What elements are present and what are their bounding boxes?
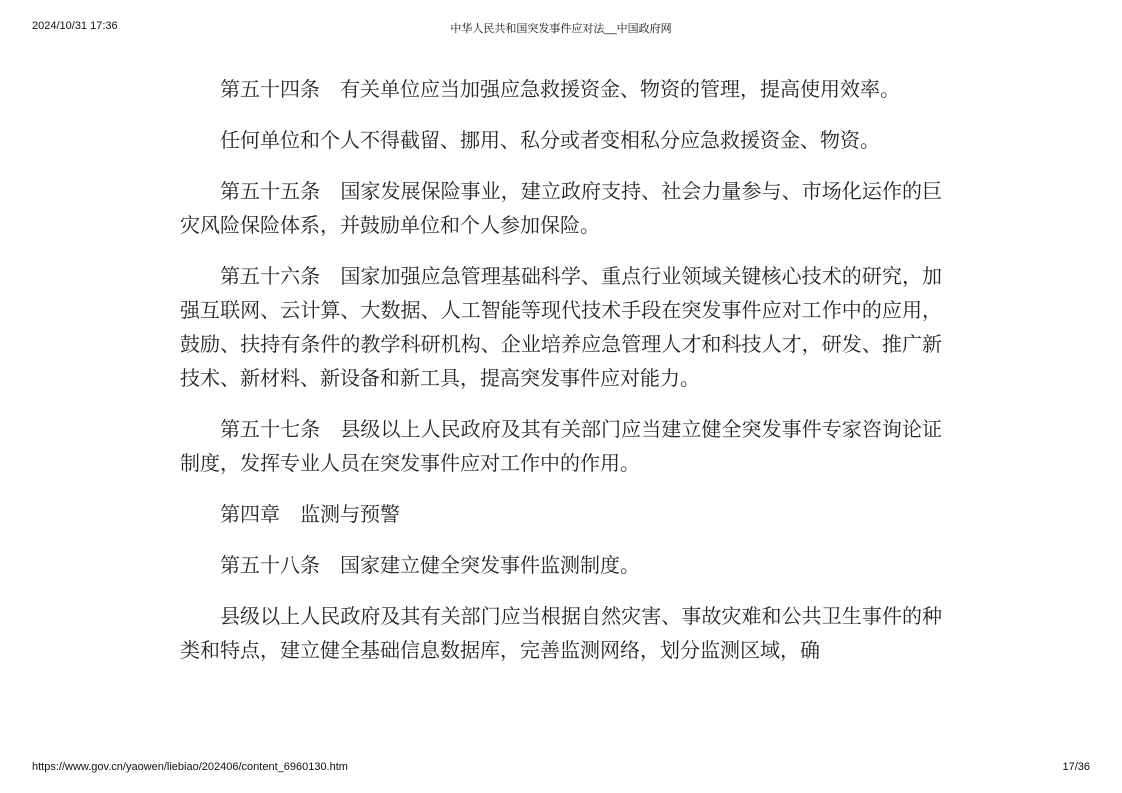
article-57-paragraph: 第五十七条 县级以上人民政府及其有关部门应当建立健全突发事件专家咨询论证制度，发挥专业人员在突发事件应对工作中的作用。 xyxy=(180,417,942,475)
article-58-paragraph: 第五十八条 国家建立健全突发事件监测制度。 xyxy=(220,553,640,577)
print-date: 2024/10/31 17:36 xyxy=(32,20,118,32)
page-number: 17/36 xyxy=(1062,761,1090,773)
article-55-paragraph: 第五十五条 国家发展保险事业，建立政府支持、社会力量参与、市场化运作的巨灾风险保险体系，并鼓励单位和个人参加保险。 xyxy=(180,179,942,237)
print-header xyxy=(32,20,1090,36)
article-body xyxy=(180,72,942,684)
print-footer xyxy=(32,761,1090,777)
chapter-4-heading: 第四章 监测与预警 xyxy=(220,502,400,526)
page-title: 中华人民共和国突发事件应对法__中国政府网 xyxy=(450,23,672,35)
article-58-clause-paragraph: 县级以上人民政府及其有关部门应当根据自然灾害、事故灾难和公共卫生事件的种类和特点，建立健全基础信息数据库，完善监测网络，划分监测区域，确 xyxy=(180,604,942,662)
article-54-clause-paragraph: 任何单位和个人不得截留、挪用、私分或者变相私分应急救援资金、物资。 xyxy=(220,128,880,152)
article-56-paragraph: 第五十六条 国家加强应急管理基础科学、重点行业领域关键核心技术的研究，加强互联网、云计算、大数据、人工智能等现代技术手段在突发事件应对工作中的应用，鼓励、扶持有条件的教学科研机构、企业培养应急管理人才和科技人才，研发、推广新技术、新材料、新设备和新工具，提高突发事件应对能力。 xyxy=(180,264,942,390)
article-54-paragraph: 第五十四条 有关单位应当加强应急救援资金、物资的管理，提高使用效率。 xyxy=(220,77,900,101)
page-url: https://www.gov.cn/yaowen/liebiao/202406/content_6960130.htm xyxy=(32,761,348,773)
